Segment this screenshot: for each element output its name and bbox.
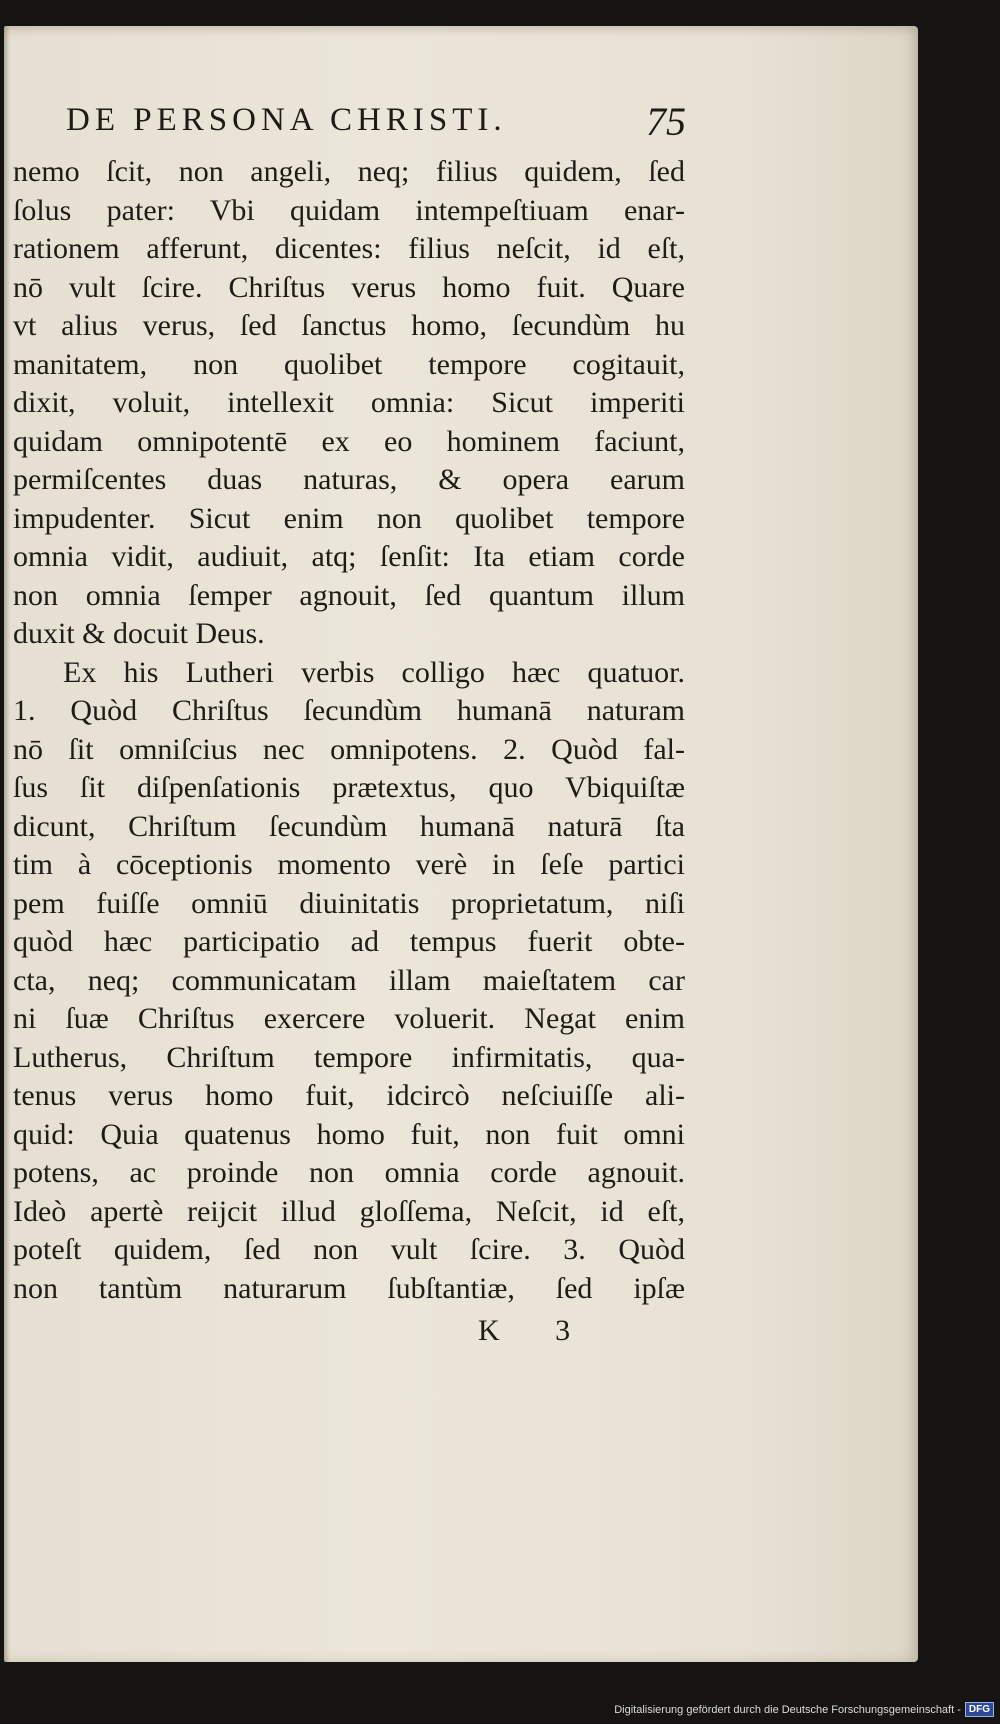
- text-line: vt alius verus, ſed ſanctus homo, ſecundùm hu: [13, 309, 685, 342]
- text-line: cta, neq; communicatam illam maieſtatem car: [13, 963, 685, 997]
- text-line: dicunt, Chriſtum ſecundùm humanā naturā ſta: [13, 809, 685, 843]
- text-line: quidam omnipotentē ex eo hominem faciunt,: [13, 424, 685, 458]
- dfg-logo-icon: DFG: [965, 1702, 994, 1717]
- text-line: Lutherus, Chriſtum tempore infirmitatis, qua-: [13, 1040, 685, 1074]
- text-line: ni ſuæ Chriſtus exercere voluerit. Negat enim: [13, 1002, 685, 1035]
- page-gutter-shadow: [4, 26, 10, 1662]
- text-line: rationem afferunt, dicentes: filius neſcit, id eſt,: [13, 232, 685, 265]
- text-line: Ex his Lutheri verbis colligo hæc quatuor.: [63, 655, 685, 689]
- text-line: omnia vidit, audiuit, atq; ſenſit: Ita etiam corde: [13, 540, 685, 573]
- digitization-credit: [614, 1702, 994, 1717]
- text-line: nō vult ſcire. Chriſtus verus homo fuit. Quare: [13, 270, 685, 304]
- text-line: potens, ac proinde non omnia corde agnouit.: [13, 1156, 685, 1189]
- body-text: [13, 153, 685, 1308]
- signature-mark: K 3: [478, 1314, 595, 1347]
- text-line: duxit & docuit Deus.: [13, 617, 265, 650]
- credit-text: Digitalisierung gefördert durch die Deutsche Forschungsgemeinschaft -: [614, 1703, 961, 1716]
- running-title: DE PERSONA CHRISTI.: [66, 102, 507, 138]
- text-line: nemo ſcit, non angeli, neq; filius quidem, ſed: [13, 155, 685, 188]
- text-line: tim à cōceptionis momento verè in ſeſe partici: [13, 848, 685, 881]
- text-line: ſus ſit diſpenſationis prætextus, quo Vbiquiſtæ: [13, 771, 685, 804]
- text-line: dixit, voluit, intellexit omnia: Sicut imperiti: [13, 386, 685, 419]
- text-line: permiſcentes duas naturas, & opera earum: [13, 463, 685, 496]
- text-line: Ideò apertè reijcit illud gloſſema, Neſcit, id eſt,: [13, 1194, 685, 1228]
- text-line: ſolus pater: Vbi quidam intempeſtiuam enar-: [13, 193, 685, 227]
- text-line: poteſt quidem, ſed non vult ſcire. 3. Quòd: [13, 1233, 685, 1266]
- text-line: quid: Quia quatenus homo fuit, non fuit omni: [13, 1117, 685, 1151]
- text-line: nō ſit omniſcius nec omnipotens. 2. Quòd fal-: [13, 732, 685, 766]
- text-line: impudenter. Sicut enim non quolibet tempore: [13, 501, 685, 535]
- text-line: 1. Quòd Chriſtus ſecundùm humanā naturam: [13, 694, 685, 727]
- text-line: non tantùm naturarum ſubſtantiæ, ſed ipſæ: [13, 1271, 685, 1305]
- page-number: 75: [646, 99, 686, 144]
- text-line: quòd hæc participatio ad tempus fuerit obte-: [13, 925, 685, 958]
- running-header: [66, 98, 686, 146]
- text-line: manitatem, non quolibet tempore cogitauit,: [13, 347, 685, 381]
- text-line: pem fuiſſe omniū diuinitatis proprietatum, niſi: [13, 886, 685, 920]
- text-line: tenus verus homo fuit, idcircò neſciuiſſe ali-: [13, 1079, 685, 1112]
- text-line: non omnia ſemper agnouit, ſed quantum illum: [13, 578, 685, 612]
